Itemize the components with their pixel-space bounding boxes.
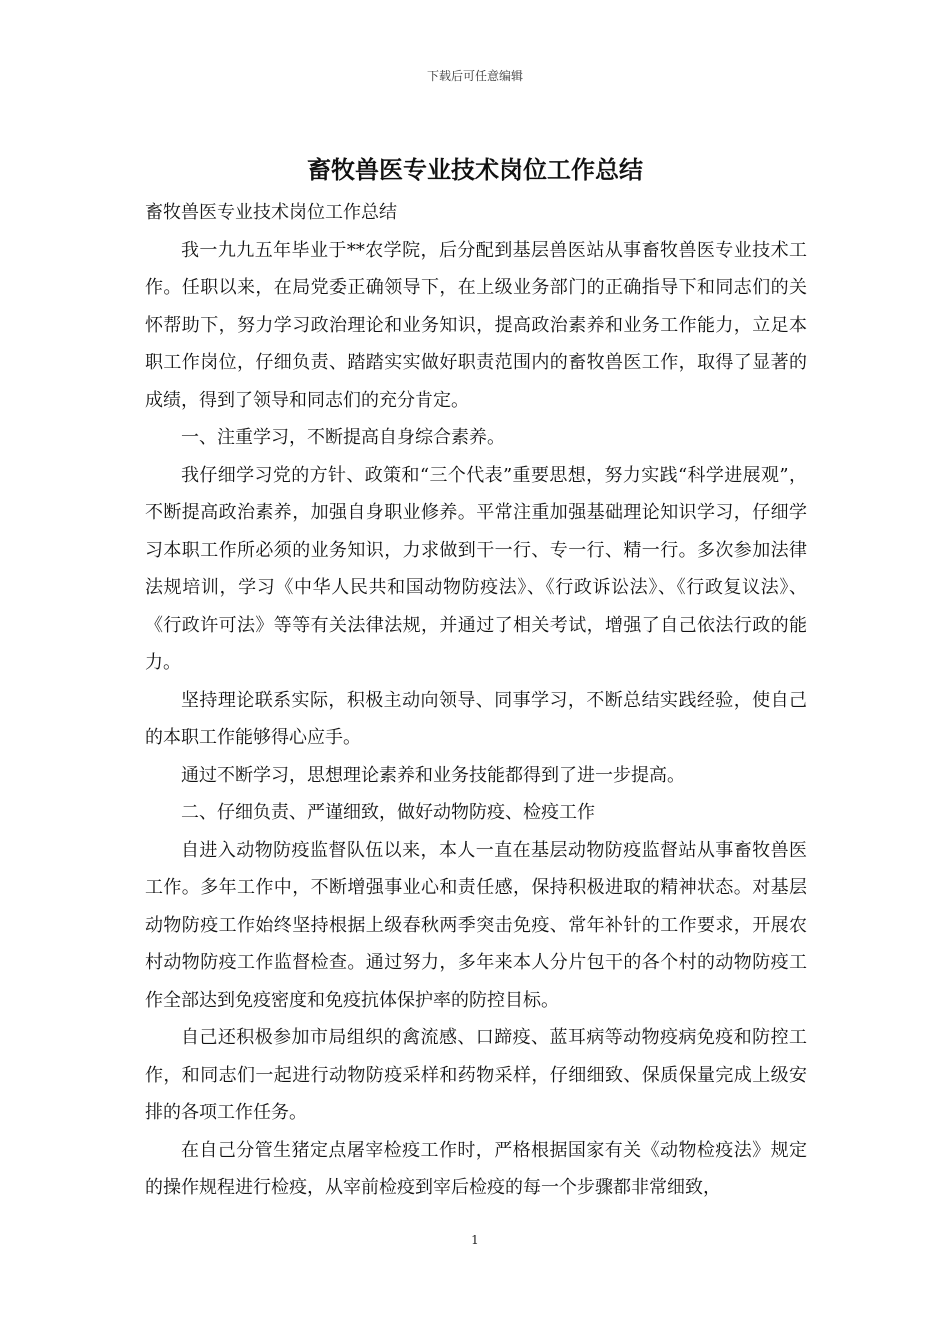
body-paragraph: 自己还积极参加市局组织的禽流感、口蹄疫、蓝耳病等动物疫病免疫和防控工作，和同志们一起进行动物防疫采样和药物采样，仔细细致、保质保量完成上级安排的各项工作任务。 [145, 1027, 807, 1123]
body-paragraph: 坚持理论联系实际，积极主动向领导、同事学习，不断总结实践经验，使自己的本职工作能够得心应手。 [145, 689, 807, 748]
document-body [145, 194, 807, 1207]
body-paragraph: 我一九九五年毕业于**农学院，后分配到基层兽医站从事畜牧兽医专业技术工作。任职以来，在局党委正确领导下，在上级业务部门的正确指导下和同志们的关怀帮助下，努力学习政治理论和业务知识，提高政治素养和业务工作能力，立足本职工作岗位，仔细负责、踏踏实实做好职责范围内的畜牧兽医工作，取得了显著的成绩，得到了领导和同志们的充分肯定。 [145, 239, 807, 411]
body-paragraph: 在自己分管生猪定点屠宰检疫工作时，严格根据国家有关《动物检疫法》规定的操作规程进行检疫，从宰前检疫到宰后检疫的每一个步骤都非常细致， [145, 1139, 807, 1198]
body-paragraph: 我仔细学习党的方针、政策和“三个代表”重要思想，努力实践“科学进展观”，不断提高政治素养，加强自身职业修养。平常注重加强基础理论知识学习，仔细学习本职工作所必须的业务知识，力求做到干一行、专一行、精一行。多次参加法律法规培训，学习《中华人民共和国动物防疫法》、《行政诉讼法》、《行政复议法》、《行政许可法》等等有关法律法规，并通过了相关考试，增强了自己依法行政的能力。 [145, 464, 807, 673]
section-heading-1: 一、注重学习，不断提高自身综合素养。 [181, 427, 505, 448]
section-heading-2: 二、仔细负责、严谨细致，做好动物防疫、检疫工作 [181, 802, 595, 823]
page-number: 1 [471, 1233, 479, 1247]
body-paragraph: 通过不断学习，思想理论素养和业务技能都得到了进一步提高。 [181, 764, 685, 786]
header-note: 下载后可任意编辑 [426, 69, 523, 83]
document-title: 畜牧兽医专业技术岗位工作总结 [307, 155, 643, 184]
body-paragraph: 自进入动物防疫监督队伍以来，本人一直在基层动物防疫监督站从事畜牧兽医工作。多年工作中，不断增强事业心和责任感，保持积极进取的精神状态。对基层动物防疫工作始终坚持根据上级春秋两季突击免疫、常年补针的工作要求，开展农村动物防疫工作监督检查。通过努力，多年来本人分片包干的各个村的动物防疫工作全部达到免疫密度和免疫抗体保护率的防控目标。 [145, 839, 807, 1011]
subtitle-paragraph: 畜牧兽医专业技术岗位工作总结 [145, 202, 397, 223]
